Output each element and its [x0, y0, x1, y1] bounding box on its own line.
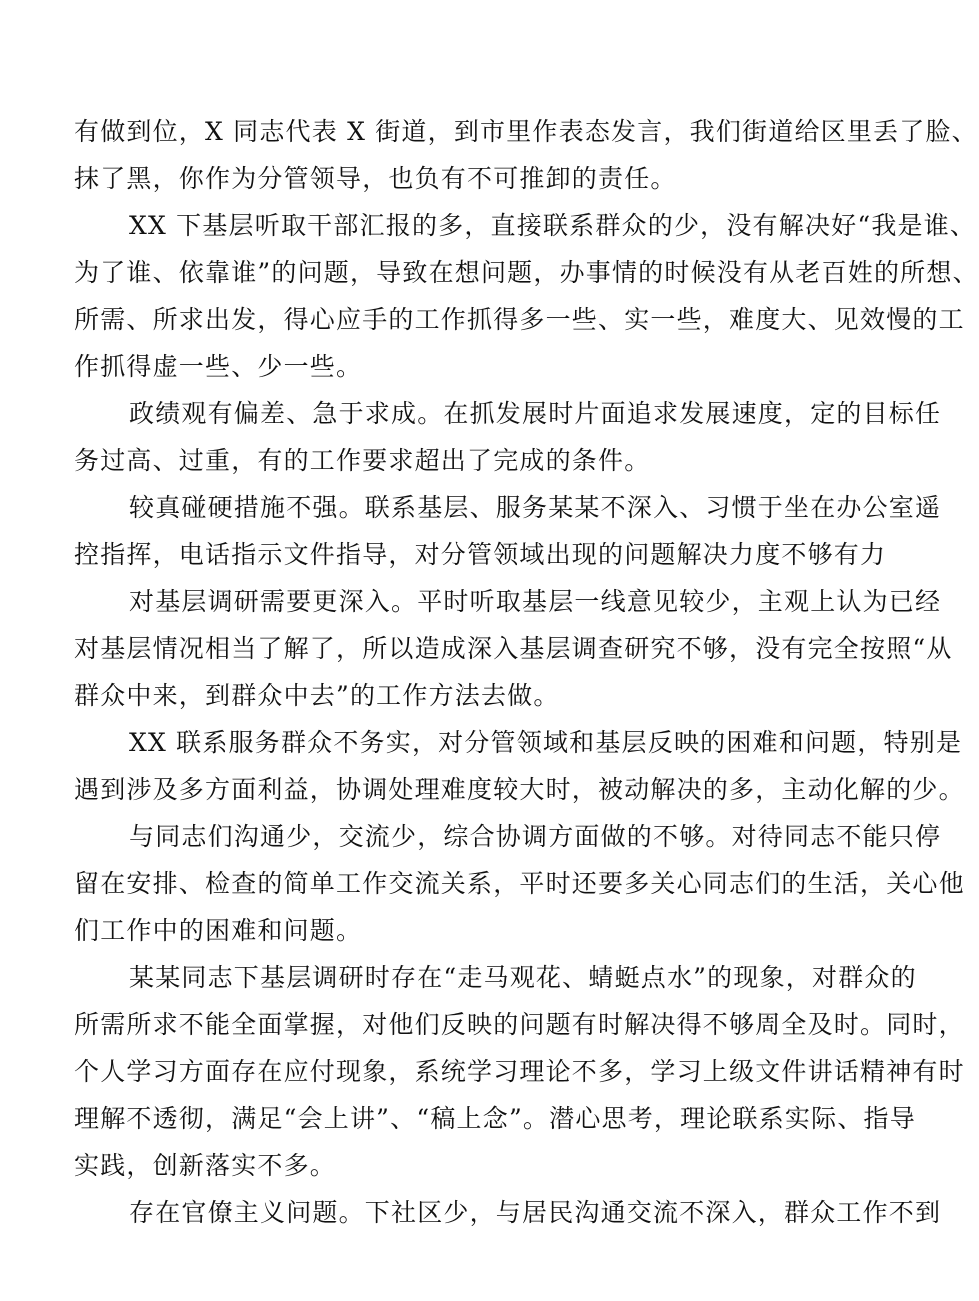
paragraph-8-line-3: 个人学习方面存在应付现象，系统学习理论不多，学习上级文件讲话精神有时 [74, 1057, 965, 1086]
paragraph-8-line-1: 某某同志下基层调研时存在“走马观花、蜻蜓点水”的现象，对群众的 [129, 963, 917, 992]
paragraph-5-line-1: 对基层调研需要更深入。平时听取基层一线意见较少，主观上认为已经 [129, 587, 942, 616]
paragraph-1-line-1: 有做到位，X 同志代表 X 街道，到市里作表态发言，我们街道给区里丢了脸、 [74, 117, 978, 146]
paragraph-3-line-2: 务过高、过重，有的工作要求超出了完成的条件。 [74, 446, 651, 475]
document-body [74, 108, 979, 1236]
paragraph-2-line-1: XX 下基层听取干部汇报的多，直接联系群众的少，没有解决好“我是谁、 [129, 211, 977, 240]
paragraph-2-line-3: 所需、所求出发，得心应手的工作抓得多一些、实一些，难度大、见效慢的工 [74, 305, 965, 334]
paragraph-9-line-1: 存在官僚主义问题。下社区少，与居民沟通交流不深入，群众工作不到 [129, 1198, 942, 1227]
paragraph-7-line-1: 与同志们沟通少，交流少，综合协调方面做的不够。对待同志不能只停 [129, 822, 942, 851]
paragraph-8-line-4: 理解不透彻，满足“会上讲”、“稿上念”。潜心思考，理论联系实际、指导 [74, 1104, 916, 1133]
paragraph-5-line-2: 对基层情况相当了解了，所以造成深入基层调查研究不够，没有完全按照“从 [74, 634, 953, 663]
paragraph-8-line-2: 所需所求不能全面掌握，对他们反映的问题有时解决得不够周全及时。同时， [74, 1010, 965, 1039]
paragraph-2-line-2: 为了谁、依靠谁”的问题，导致在想问题，办事情的时候没有从老百姓的所想、 [74, 258, 979, 287]
paragraph-5-line-3: 群众中来，到群众中去”的工作方法去做。 [74, 681, 560, 710]
paragraph-7-line-2: 留在安排、检查的简单工作交流关系，平时还要多关心同志们的生活，关心他 [74, 869, 965, 898]
paragraph-6-line-1: XX 联系服务群众不务实，对分管领域和基层反映的困难和问题，特别是 [129, 728, 963, 757]
paragraph-2-line-4: 作抓得虚一些、少一些。 [74, 352, 363, 381]
paragraph-8-line-5: 实践，创新落实不多。 [74, 1151, 337, 1180]
paragraph-4-line-1: 较真碰硬措施不强。联系基层、服务某某不深入、习惯于坐在办公室遥 [129, 493, 942, 522]
paragraph-1-line-2: 抹了黑，你作为分管领导，也负有不可推卸的责任。 [74, 164, 677, 193]
paragraph-6-line-2: 遇到涉及多方面利益，协调处理难度较大时，被动解决的多，主动化解的少。 [74, 775, 965, 804]
paragraph-7-line-3: 们工作中的困难和问题。 [74, 916, 363, 945]
paragraph-4-line-2: 控指挥，电话指示文件指导，对分管领域出现的问题解决力度不够有力 [74, 540, 887, 569]
paragraph-3-line-1: 政绩观有偏差、急于求成。在抓发展时片面追求发展速度，定的目标任 [129, 399, 942, 428]
